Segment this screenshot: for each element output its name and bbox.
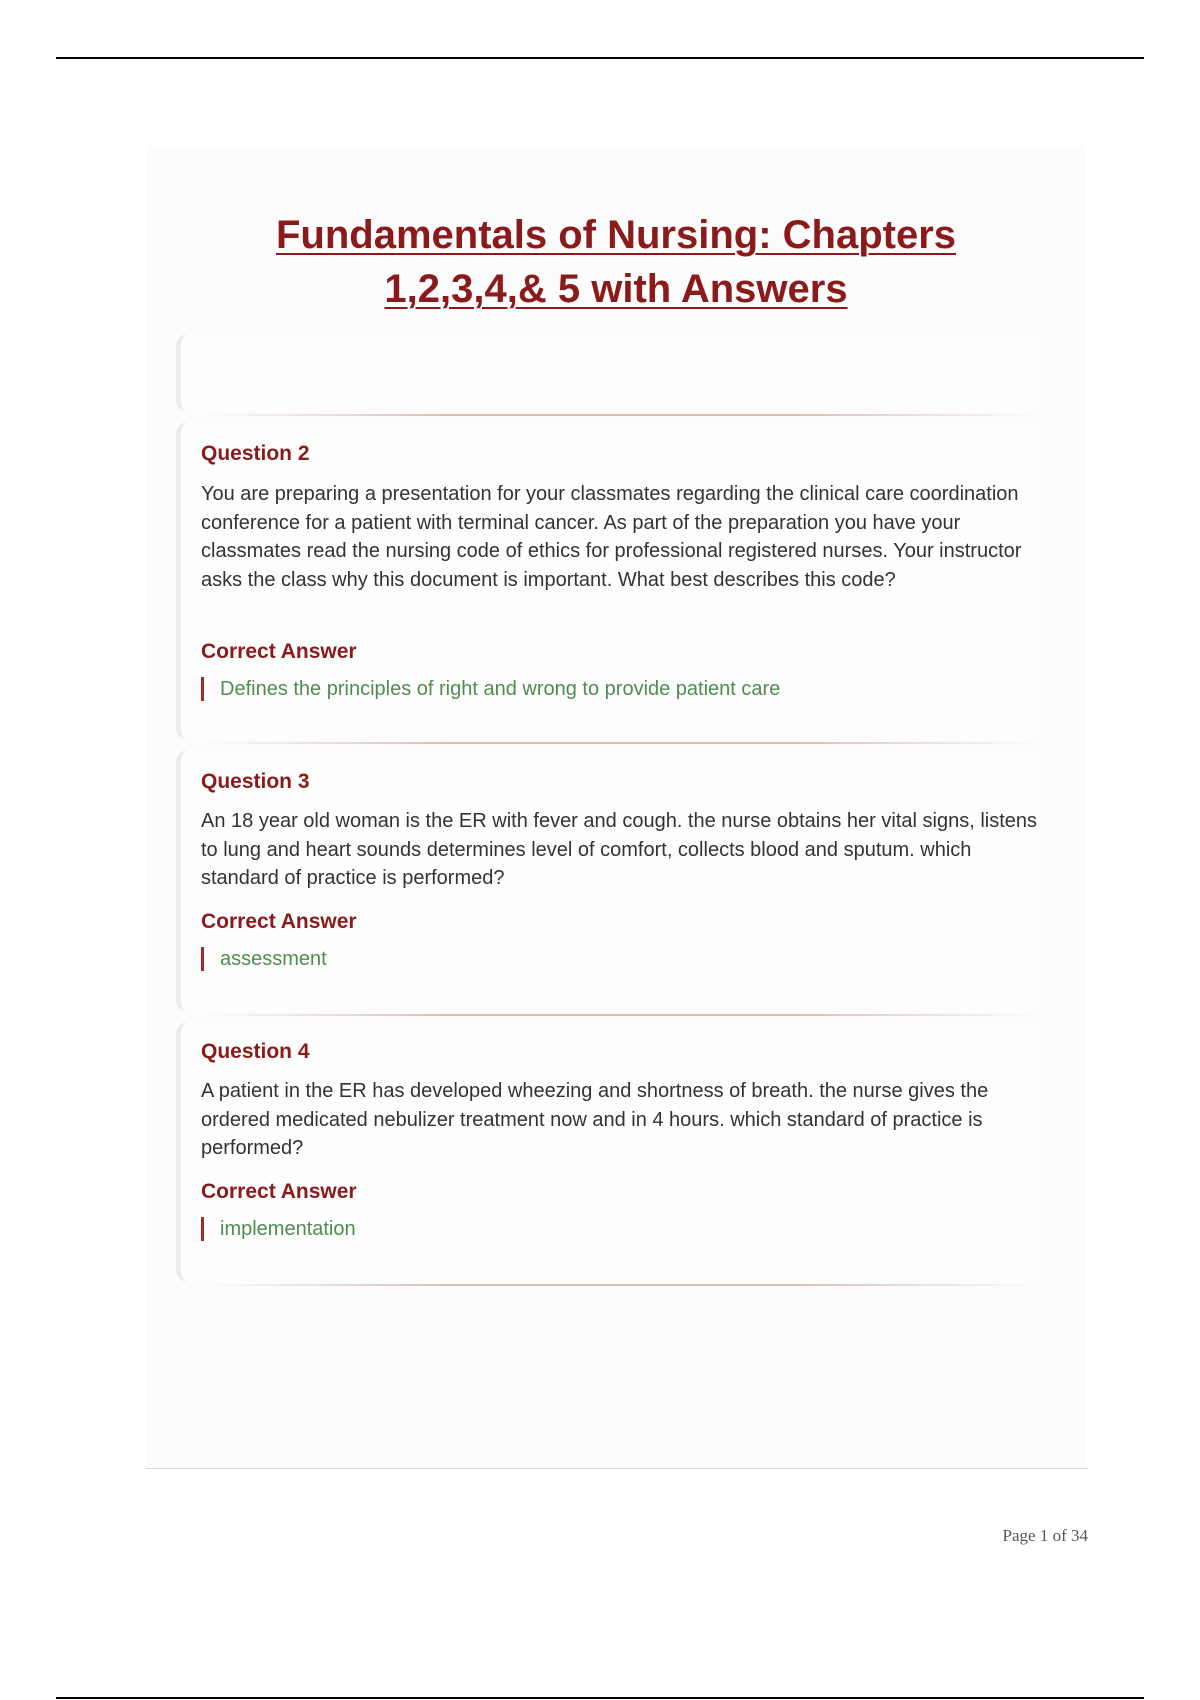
bottom-rule [56,1697,1144,1699]
document-page [146,146,1086,1466]
footer-rule [146,1468,1088,1469]
card-separator [201,1014,1041,1016]
top-rule [56,57,1144,59]
correct-answer: assessment [201,947,327,971]
question-card [176,1022,1041,1282]
title-line-2: 1,2,3,4,& 5 with Answers [384,267,848,311]
card-separator [201,1284,1041,1286]
correct-answer-label: Correct Answer [201,640,357,663]
question-title: Question 2 [201,442,310,465]
title-line-1: Fundamentals of Nursing: Chapters [275,213,957,257]
card-separator [201,742,1041,744]
question-card [176,750,1041,1012]
question-text: A patient in the ER has developed wheezing and shortness of breath. the nurse gives the ordered medicated nebulizer treatment now and in 4 hours. which standard of practice is performed? [201,1080,989,1159]
document-title [146,208,1086,316]
question-card [176,422,1041,740]
correct-answer-label: Correct Answer [201,910,357,933]
correct-answer: implementation [201,1217,356,1241]
question-text: An 18 year old woman is the ER with fever and cough. the nurse obtains her vital signs, listens to lung and heart sounds determines level of comfort, collects blood and sputum. which standard of practice is performed? [201,810,1038,889]
correct-answer: Defines the principles of right and wrong to provide patient care [201,677,780,701]
question-text: You are preparing a presentation for your classmates regarding the clinical care coordination conference for a patient with terminal cancer. As part of the preparation you have your classmates read the nursing code of ethics for professional registered nurses. Your instructor asks the class why this document is important. What best describes this code? [201,483,1022,591]
question-title: Question 4 [201,1040,310,1063]
correct-answer-label: Correct Answer [201,1180,357,1203]
question-title: Question 3 [201,770,310,793]
page-number: Page 1 of 34 [1002,1526,1088,1545]
card-separator [201,414,1041,416]
empty-question-card [176,334,1041,412]
